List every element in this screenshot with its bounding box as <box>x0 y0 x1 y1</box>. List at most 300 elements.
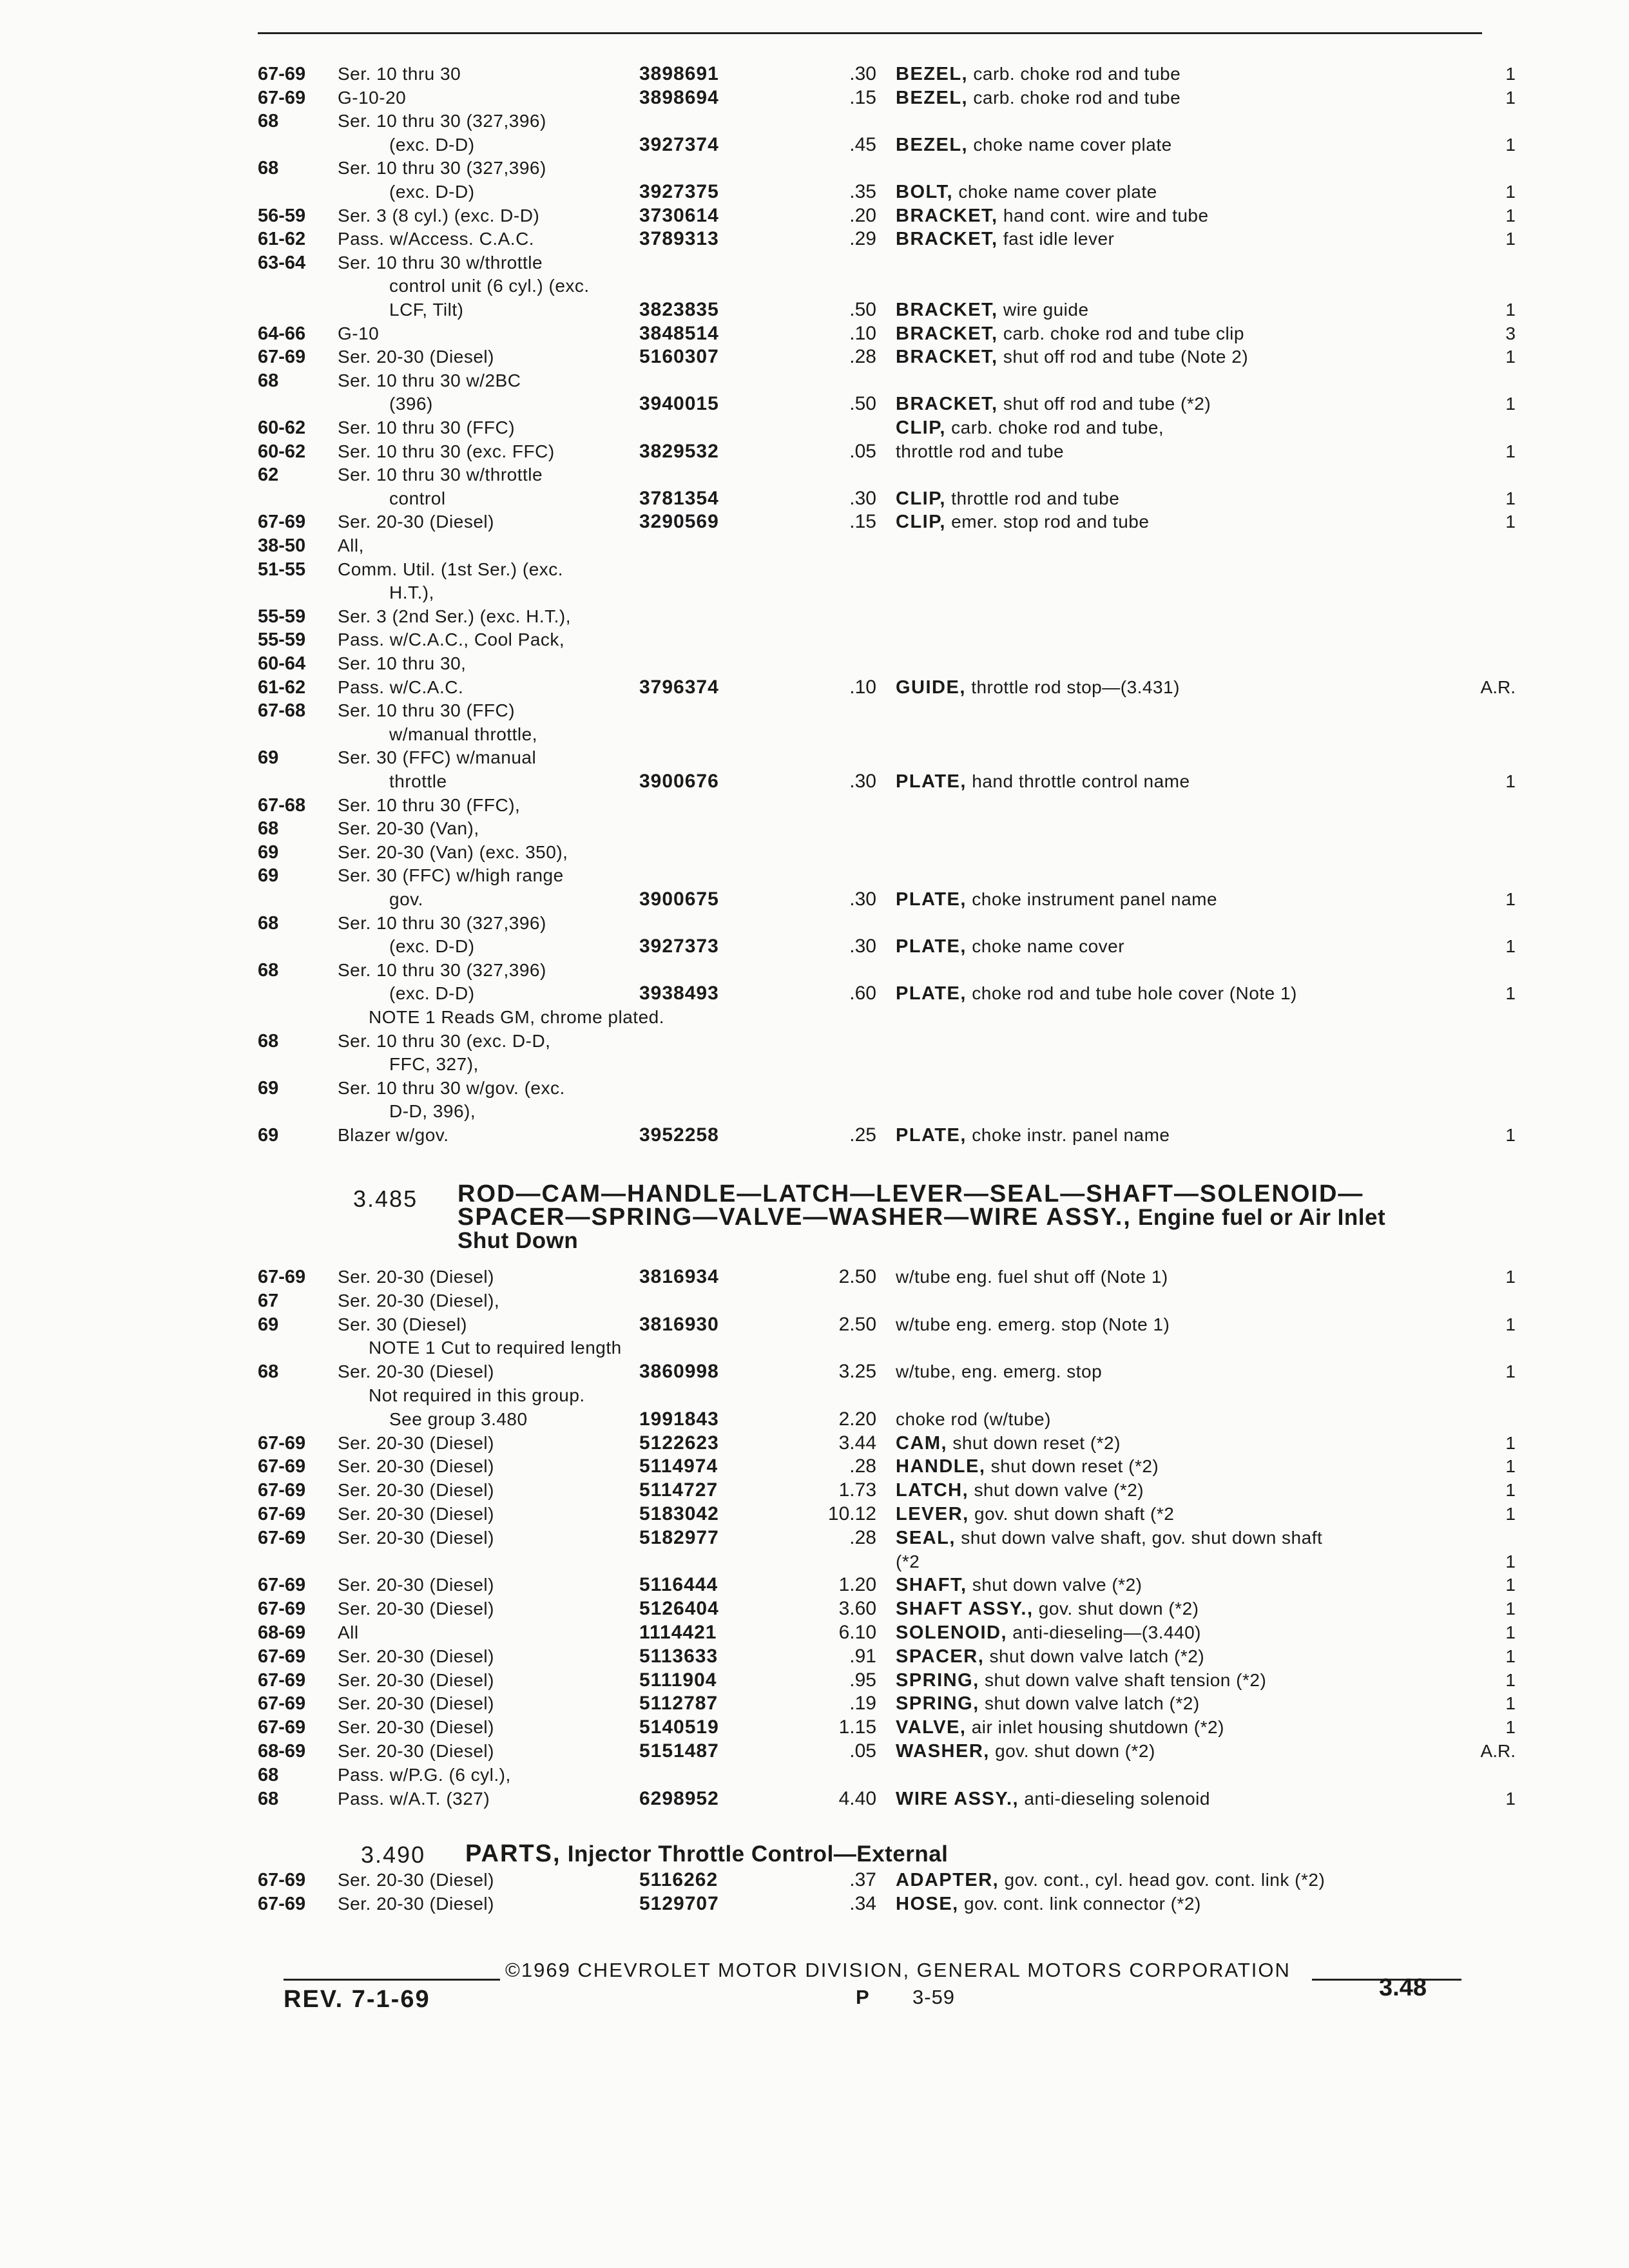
list-price: 1.15 <box>838 1716 876 1738</box>
list-price: .30 <box>849 771 876 792</box>
table-row <box>0 934 1629 959</box>
part-name <box>896 675 1180 700</box>
part-name-detail: shut off rod and tube (*2) <box>1003 394 1211 414</box>
table-row <box>0 981 1629 1006</box>
part-name-keyword: BEZEL, <box>896 64 969 84</box>
part-number: 5126404 <box>639 1598 719 1620</box>
part-name-keyword: BRACKET, <box>896 394 998 415</box>
table-row <box>0 1052 1629 1077</box>
application-description: throttle <box>389 771 447 791</box>
list-price: .30 <box>849 936 876 957</box>
group-number: 3.48 <box>1379 1974 1427 2001</box>
model-years: 67-69 <box>258 1599 306 1620</box>
list-price: .25 <box>849 1124 876 1146</box>
list-price: .50 <box>849 393 876 415</box>
part-number: 3927373 <box>639 936 719 957</box>
part-number: 5160307 <box>639 346 719 368</box>
application-description: Ser. 10 thru 30 (327,396) <box>338 158 546 178</box>
quantity: A.R. <box>1480 677 1516 697</box>
table-row <box>0 1620 1629 1646</box>
table-row <box>0 1430 1629 1456</box>
list-price: 3.44 <box>838 1432 876 1454</box>
application-description: Ser. 20-30 (Diesel) <box>338 1575 494 1595</box>
quantity: 1 <box>1505 229 1516 249</box>
part-name-keyword: PLATE, <box>896 983 967 1004</box>
part-number: 3900676 <box>639 771 719 792</box>
part-name-keyword: BEZEL, <box>896 87 969 108</box>
table-row <box>0 604 1629 629</box>
application-description: (exc. D-D) <box>389 134 475 155</box>
application-description: Ser. 10 thru 30 (327,396) <box>338 912 546 933</box>
part-name <box>896 439 1064 465</box>
part-number: 3927375 <box>639 181 719 202</box>
part-name <box>896 1454 1159 1479</box>
part-number: 3900675 <box>639 889 719 910</box>
quantity: 3 <box>1505 323 1516 343</box>
list-price: .35 <box>849 181 876 202</box>
section-title-line-3: Shut Down <box>458 1228 579 1253</box>
list-price: .60 <box>849 983 876 1004</box>
part-name <box>896 85 1181 111</box>
part-name <box>896 1312 1170 1338</box>
table-row <box>0 1786 1629 1812</box>
page-letter: P <box>856 1986 869 2008</box>
part-name-detail: gov. cont., cyl. head gov. cont. link (*2) <box>1004 1870 1325 1890</box>
table-row <box>0 1525 1629 1551</box>
copyright-line: ©1969 CHEVROLET MOTOR DIVISION, GENERAL MOTORS CORPORATION <box>505 1959 1291 1981</box>
model-years: 61-62 <box>258 229 306 250</box>
model-years: 68 <box>258 111 279 132</box>
application-description: control unit (6 cyl.) (exc. <box>389 276 590 296</box>
quantity: 1 <box>1505 1432 1516 1453</box>
application-description: Ser. 20-30 (Diesel) <box>338 1456 494 1477</box>
table-row <box>0 1667 1629 1693</box>
application-description: Ser. 10 thru 30 w/throttle <box>338 252 543 273</box>
quantity: 1 <box>1505 1267 1516 1287</box>
part-number: 5140519 <box>639 1716 719 1738</box>
part-name-keyword: SEAL, <box>896 1527 956 1548</box>
part-number: 5129707 <box>639 1893 719 1914</box>
part-number: 3938493 <box>639 983 719 1004</box>
table-row <box>0 1454 1629 1479</box>
part-name <box>896 1738 1155 1764</box>
quantity: 1 <box>1505 441 1516 461</box>
model-years: 69 <box>258 865 279 887</box>
part-number: 5116262 <box>639 1869 718 1890</box>
model-years: 67-69 <box>258 1267 306 1287</box>
table-row <box>0 1715 1629 1740</box>
quantity: 1 <box>1505 1622 1516 1642</box>
table-row <box>0 769 1629 794</box>
table-row <box>0 910 1629 936</box>
part-number: 5122623 <box>639 1432 719 1454</box>
table-row <box>0 1264 1629 1290</box>
part-name-keyword: BEZEL, <box>896 134 969 155</box>
application-description: Ser. 10 thru 30 (exc. FFC) <box>338 441 555 461</box>
application-description: (exc. D-D) <box>389 936 475 957</box>
part-name-keyword: SPRING, <box>896 1693 979 1715</box>
section-title-line-1: ROD—CAM—HANDLE—LATCH—LEVER—SEAL—SHAFT—SOLENOID— <box>458 1180 1364 1207</box>
application-description: Ser. 10 thru 30 (327,396) <box>338 959 546 980</box>
part-number: 3823835 <box>639 299 719 320</box>
model-years: 69 <box>258 1125 279 1146</box>
part-name <box>896 297 1089 323</box>
table-row <box>0 1004 1629 1030</box>
application-description: w/manual throttle, <box>389 724 537 744</box>
model-years: 56-59 <box>258 205 306 226</box>
application-description: (396) <box>389 394 433 414</box>
table-row <box>0 840 1629 865</box>
table-row <box>0 1122 1629 1148</box>
model-years: 67-69 <box>258 64 306 84</box>
part-number: 5113633 <box>639 1645 718 1667</box>
application-description: Pass. w/C.A.C., Cool Pack, <box>338 629 565 650</box>
table-row <box>0 179 1629 205</box>
part-name-detail: anti-dieseling—(3.440) <box>1012 1622 1202 1642</box>
quantity: 1 <box>1505 64 1516 84</box>
model-years: 67-69 <box>258 1693 306 1715</box>
table-row <box>0 486 1629 512</box>
part-name <box>896 415 1164 441</box>
part-name-detail: fast idle lever <box>1003 229 1115 249</box>
model-years: 67-69 <box>258 1456 306 1477</box>
part-name-detail: gov. shut down (*2) <box>995 1741 1155 1761</box>
application-description: Ser. 20-30 (Diesel), <box>338 1290 500 1311</box>
section-title-3-490 <box>465 1840 948 1868</box>
model-years: 69 <box>258 841 279 863</box>
part-name-detail: shut down reset (*2) <box>952 1432 1121 1453</box>
part-name-keyword: PLATE, <box>896 936 967 957</box>
application-description: Ser. 30 (Diesel) <box>338 1314 467 1334</box>
part-name-keyword: LATCH, <box>896 1480 969 1501</box>
model-years: 67-69 <box>258 1894 306 1914</box>
table-row <box>0 1359 1629 1385</box>
table-row <box>0 462 1629 488</box>
quantity: 1 <box>1505 889 1516 909</box>
list-price: .45 <box>849 133 876 155</box>
list-price: .30 <box>849 889 876 910</box>
part-name-detail: carb. choke rod and tube <box>973 87 1181 108</box>
table-row <box>0 226 1629 252</box>
application-description: Ser. 10 thru 30, <box>338 653 467 673</box>
quantity: 1 <box>1505 1456 1516 1477</box>
table-row <box>0 1762 1629 1788</box>
list-price: 2.20 <box>838 1408 876 1430</box>
part-name-keyword: SPACER, <box>896 1646 985 1667</box>
model-years: 60-64 <box>258 653 306 674</box>
part-number: 3898691 <box>639 63 719 84</box>
table-row <box>0 1891 1629 1917</box>
part-name <box>896 1867 1325 1893</box>
part-name-detail: w/tube, eng. emerg. stop <box>896 1361 1103 1382</box>
part-name <box>896 934 1124 959</box>
part-name-detail: (*2 <box>896 1551 920 1571</box>
list-price: .28 <box>849 1456 876 1477</box>
part-number: 3789313 <box>639 228 719 250</box>
part-number: 3952258 <box>639 1124 719 1146</box>
model-years: 67 <box>258 1290 279 1311</box>
model-years: 67-69 <box>258 1480 306 1501</box>
part-name-detail: gov. shut down (*2) <box>1038 1599 1199 1619</box>
quantity: 1 <box>1505 1599 1516 1619</box>
table-row <box>0 1407 1629 1432</box>
list-price: .10 <box>849 676 876 698</box>
table-row <box>0 509 1629 535</box>
part-name-detail: anti-dieseling solenoid <box>1024 1788 1210 1809</box>
model-years: 68 <box>258 1030 279 1052</box>
application-description: G-10 <box>338 323 380 343</box>
application-description: All <box>338 1622 359 1642</box>
part-name-keyword: BRACKET, <box>896 347 998 368</box>
quantity: 1 <box>1505 1717 1516 1738</box>
application-description: Ser. 20-30 (Diesel) <box>338 1870 494 1890</box>
table-row <box>0 321 1629 347</box>
application-description: Ser. 20-30 (Diesel) <box>338 1669 494 1690</box>
table-row <box>0 1383 1629 1408</box>
quantity: 1 <box>1505 1480 1516 1501</box>
part-number: 5114974 <box>639 1456 718 1477</box>
model-years: 55-59 <box>258 629 306 651</box>
table-row <box>0 887 1629 912</box>
part-name-detail: throttle rod and tube <box>896 441 1065 461</box>
table-row <box>0 1335 1629 1361</box>
model-years: 38-50 <box>258 535 306 556</box>
part-number: 3796374 <box>639 676 719 698</box>
quantity: 1 <box>1505 1125 1516 1145</box>
application-description: NOTE 1 Reads GM, chrome plated. <box>369 1007 665 1027</box>
table-row <box>0 1596 1629 1622</box>
list-price: 3.60 <box>838 1598 876 1620</box>
model-years: 51-55 <box>258 559 306 580</box>
list-price: .15 <box>849 511 876 533</box>
table-row <box>0 155 1629 181</box>
table-row <box>0 533 1629 559</box>
table-row <box>0 1644 1629 1669</box>
application-description: Ser. 3 (8 cyl.) (exc. D-D) <box>338 205 540 226</box>
part-name-detail: shut down valve (*2) <box>972 1575 1142 1595</box>
model-years: 67-68 <box>258 700 306 722</box>
application-description: control <box>389 488 446 508</box>
part-number: 3816934 <box>639 1266 719 1287</box>
application-description: Comm. Util. (1st Ser.) (exc. <box>338 559 564 579</box>
part-name-detail: choke instr. panel name <box>972 1125 1170 1145</box>
model-years: 67-69 <box>258 1575 306 1596</box>
application-description: Ser. 30 (FFC) w/high range <box>338 865 564 886</box>
application-description: Ser. 20-30 (Diesel) <box>338 1361 494 1382</box>
quantity: 1 <box>1505 205 1516 226</box>
quantity: 1 <box>1505 1693 1516 1714</box>
application-description: Pass. w/P.G. (6 cyl.), <box>338 1764 511 1785</box>
part-name-keyword: BRACKET, <box>896 300 998 320</box>
model-years: 55-59 <box>258 606 306 627</box>
model-years: 60-62 <box>258 418 306 438</box>
part-name <box>896 391 1211 417</box>
part-number: 3816930 <box>639 1313 719 1335</box>
part-name-keyword: PLATE, <box>896 771 967 792</box>
model-years: 68 <box>258 1788 279 1809</box>
model-years: 69 <box>258 747 279 769</box>
model-years: 67-69 <box>258 347 306 368</box>
part-number: 3927374 <box>639 133 719 155</box>
part-name-keyword: BRACKET, <box>896 323 998 344</box>
part-name <box>896 981 1297 1006</box>
list-price: 2.50 <box>838 1266 876 1287</box>
list-price: .34 <box>849 1893 876 1914</box>
part-name-detail: gov. shut down shaft (*2 <box>974 1504 1175 1524</box>
list-price: .05 <box>849 440 876 462</box>
table-row <box>0 698 1629 724</box>
application-description: Pass. w/A.T. (327) <box>338 1788 490 1809</box>
part-name-detail: shut down valve shaft tension (*2) <box>985 1669 1267 1690</box>
list-price: 1.73 <box>838 1479 876 1501</box>
list-price: .15 <box>849 86 876 108</box>
list-price: .20 <box>849 204 876 226</box>
part-number: 1114421 <box>639 1622 717 1643</box>
part-name-keyword: WIRE ASSY., <box>896 1788 1019 1809</box>
model-years: 64-66 <box>258 323 306 344</box>
part-name <box>896 1264 1168 1290</box>
part-name-detail: carb. choke rod and tube, <box>951 418 1164 437</box>
part-name-keyword: CLIP, <box>896 418 946 438</box>
table-row <box>0 722 1629 747</box>
part-number: 3781354 <box>639 487 719 509</box>
list-price: 3.25 <box>838 1361 876 1383</box>
section-title-3-490-rest: Injector Throttle Control—External <box>561 1841 949 1867</box>
part-name-detail: choke name cover plate <box>973 134 1172 155</box>
part-name-keyword: SOLENOID, <box>896 1622 1008 1643</box>
table-row <box>0 1075 1629 1101</box>
part-number: 5183042 <box>639 1503 719 1524</box>
part-name-detail: carb. choke rod and tube <box>973 64 1181 84</box>
part-name-keyword: GUIDE, <box>896 677 966 698</box>
part-name-detail: shut down valve shaft, gov. shut down shaft <box>961 1527 1323 1548</box>
list-price: 4.40 <box>838 1787 876 1809</box>
application-description: G-10-20 <box>338 87 407 108</box>
part-name-keyword: VALVE, <box>896 1717 967 1738</box>
part-name-detail: gov. cont. link connector (*2) <box>964 1894 1201 1914</box>
application-description: Ser. 20-30 (Diesel) <box>338 1693 494 1714</box>
list-price: .19 <box>849 1693 876 1715</box>
table-row <box>0 1312 1629 1338</box>
table-row <box>0 793 1629 818</box>
application-description: Ser. 20-30 (Diesel) <box>338 1646 494 1666</box>
application-description: gov. <box>389 889 423 909</box>
application-description: Not required in this group. <box>369 1385 585 1405</box>
part-name <box>896 1620 1201 1646</box>
list-price: 2.50 <box>838 1313 876 1335</box>
application-description: H.T.), <box>389 582 434 603</box>
part-name <box>896 1667 1266 1693</box>
application-description: Ser. 10 thru 30 (FFC), <box>338 794 521 815</box>
model-years: 67-69 <box>258 1527 306 1548</box>
part-number: 3848514 <box>639 322 719 344</box>
model-years: 67-69 <box>258 1504 306 1524</box>
part-name <box>896 1477 1144 1503</box>
part-name-keyword: BRACKET, <box>896 205 998 226</box>
part-number: 5182977 <box>639 1526 719 1548</box>
part-name <box>896 1525 1322 1551</box>
table-row <box>0 745 1629 771</box>
application-description: D-D, 396), <box>389 1101 476 1122</box>
quantity: 1 <box>1505 1788 1516 1809</box>
part-name-keyword: CAM, <box>896 1432 948 1454</box>
model-years: 62 <box>258 465 279 486</box>
part-name-keyword: ADAPTER, <box>896 1870 999 1890</box>
model-years: 68 <box>258 912 279 934</box>
quantity: 1 <box>1505 394 1516 414</box>
part-name <box>896 179 1157 205</box>
quantity: 1 <box>1505 134 1516 155</box>
application-description: Ser. 30 (FFC) w/manual <box>338 747 537 768</box>
table-row <box>0 863 1629 889</box>
table-row <box>0 651 1629 677</box>
part-name-detail: air inlet housing shutdown (*2) <box>971 1717 1224 1738</box>
part-name-detail: shut off rod and tube (Note 2) <box>1003 347 1249 367</box>
table-row <box>0 580 1629 606</box>
quantity: 1 <box>1505 300 1516 320</box>
application-description: Ser. 10 thru 30 <box>338 64 461 84</box>
list-price: .05 <box>849 1740 876 1762</box>
part-name <box>896 1501 1174 1527</box>
model-years: 68-69 <box>258 1741 306 1762</box>
part-name <box>896 132 1172 158</box>
part-name-detail: shut down valve latch (*2) <box>989 1646 1205 1666</box>
part-name <box>896 1407 1051 1432</box>
footer-rule-left <box>284 1979 500 1981</box>
application-description: Ser. 3 (2nd Ser.) (exc. H.T.), <box>338 606 572 626</box>
table-row <box>0 415 1629 441</box>
part-number: 1991843 <box>639 1408 719 1430</box>
model-years: 67-69 <box>258 512 306 533</box>
part-name <box>896 509 1149 535</box>
part-number: 3860998 <box>639 1361 719 1383</box>
table-row <box>0 203 1629 229</box>
model-years: 68-69 <box>258 1622 306 1643</box>
table-row <box>0 61 1629 87</box>
quantity: 1 <box>1505 1646 1516 1666</box>
part-name-keyword: CLIP, <box>896 488 946 509</box>
part-name <box>896 226 1114 252</box>
application-description: Ser. 10 thru 30 (exc. D-D, <box>338 1030 551 1051</box>
table-row <box>0 675 1629 700</box>
table-row <box>0 439 1629 465</box>
section-title-line-2-rest: Engine fuel or Air Inlet <box>1131 1205 1386 1230</box>
application-description: (exc. D-D) <box>389 182 475 202</box>
part-number: 3829532 <box>639 440 719 462</box>
part-name <box>896 1549 920 1575</box>
part-name <box>896 61 1181 87</box>
table-row <box>0 108 1629 134</box>
quantity: 1 <box>1505 1361 1516 1382</box>
section-number: 3.485 <box>353 1186 418 1212</box>
part-name-detail: carb. choke rod and tube clip <box>1003 323 1244 343</box>
part-name-detail: choke rod and tube hole cover (Note 1) <box>972 983 1297 1004</box>
table-row <box>0 1501 1629 1527</box>
application-description: Ser. 20-30 (Diesel) <box>338 1717 494 1738</box>
quantity: 1 <box>1505 512 1516 532</box>
part-name-detail: choke name cover <box>972 936 1125 957</box>
part-name-detail: shut down valve latch (*2) <box>985 1693 1200 1714</box>
application-description: Ser. 20-30 (Van), <box>338 818 479 839</box>
part-name-keyword: HANDLE, <box>896 1456 986 1477</box>
application-description: Ser. 20-30 (Diesel) <box>338 1267 494 1287</box>
part-name-keyword: PLATE, <box>896 1125 967 1146</box>
quantity: 1 <box>1505 771 1516 791</box>
part-name-detail: choke name cover plate <box>958 182 1157 202</box>
model-years: 67-68 <box>258 794 306 816</box>
part-number: 3940015 <box>639 393 719 415</box>
application-description: All, <box>338 535 364 555</box>
